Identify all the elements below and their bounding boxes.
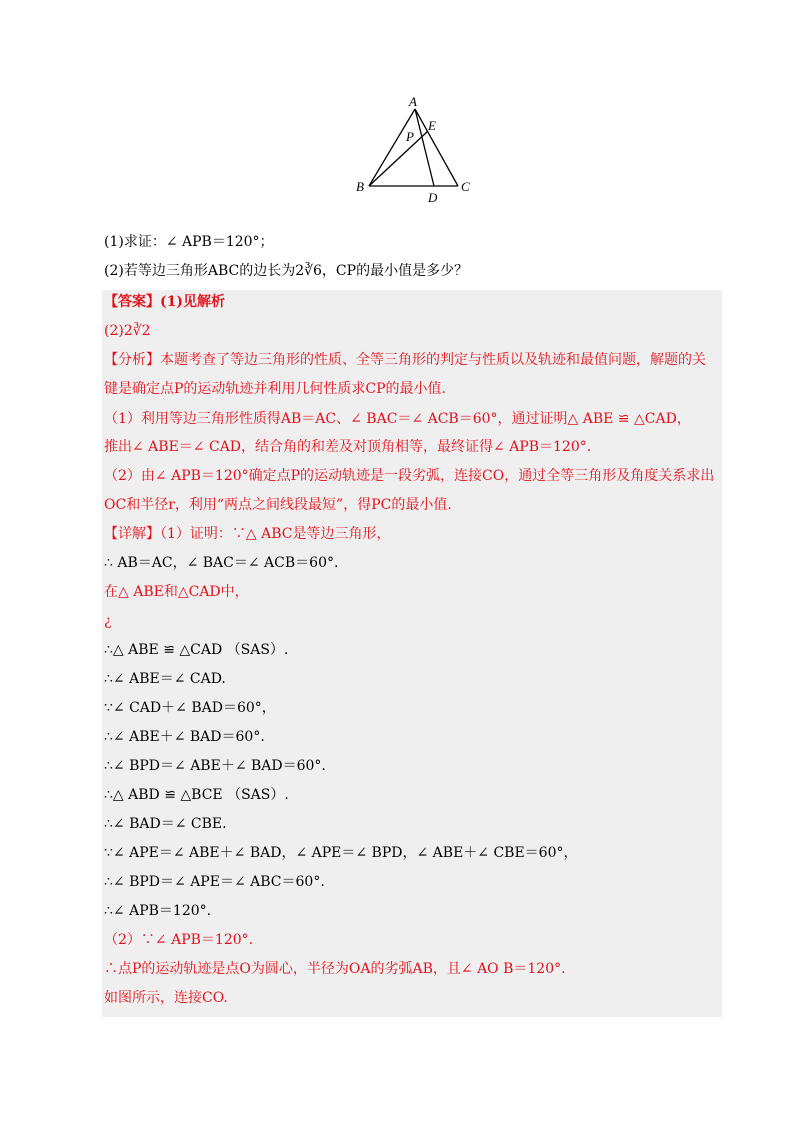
label-c: C	[461, 179, 470, 194]
edge-ac	[415, 109, 458, 186]
answer-line: OC和半径r，利用“两点之间线段最短”，得PC的最小值.	[104, 497, 452, 513]
label-p: P	[406, 129, 414, 144]
answer-line: 【答案】(1)见解析	[104, 294, 225, 310]
answer-line: ∴△ ABE ≌ △CAD （SAS）.	[104, 642, 289, 658]
answer-line: ∴△ ABD ≌ △BCE （SAS）.	[104, 787, 289, 803]
answer-line: ∴点P的运动轨迹是点O为圆心，半径为OA的劣弧AB，且∠ AO B＝120°.	[104, 961, 566, 977]
label-e: E	[428, 118, 436, 133]
answer-line: 如图所示，连接CO.	[104, 990, 228, 1006]
answer-line: ∴ AB＝AC，∠ BAC＝∠ ACB＝60°.	[104, 555, 339, 571]
answer-line: ∵∠ APE＝∠ ABE＋∠ BAD，∠ APE＝∠ BPD，∠ ABE＋∠ CBE＝60°，	[104, 845, 578, 861]
answer-line: ∴∠ ABE＝∠ CAD.	[104, 671, 226, 687]
answer-line: （1）利用等边三角形性质得AB＝AC、∠ BAC＝∠ ACB＝60°，通过证明△ ABE ≌ △CAD，	[104, 411, 691, 427]
answer-line: ∴∠ APB＝120°.	[104, 903, 212, 919]
answer-line: (2)2∛2	[104, 323, 151, 339]
label-b: B	[356, 179, 364, 194]
answer-line: 【分析】本题考查了等边三角形的性质、全等三角形的判定与性质以及轨迹和最值问题，解题的关	[104, 352, 706, 368]
answer-line: 键是确定点P的运动轨迹并利用几何性质求CP的最小值.	[104, 381, 447, 397]
answer-line: ∵∠ CAD＋∠ BAD＝60°，	[104, 700, 276, 716]
answer-line: 推出∠ ABE＝∠ CAD，结合角的和差及对顶角相等，最终证得∠ APB＝120°.	[104, 439, 592, 455]
answer-line: （2）∵∠ APB＝120°.	[104, 932, 254, 948]
label-d: D	[428, 190, 438, 205]
answer-line: ∴∠ ABE＋∠ BAD＝60°.	[104, 729, 265, 745]
answer-line: （2）由∠ APB＝120°确定点P的运动轨迹是一段劣弧，连接CO，通过全等三角形及角度关系求出	[104, 468, 715, 484]
answer-line: ¿	[104, 613, 112, 629]
question-2: (2)若等边三角形ABC的边长为2∛6，CP的最小值是多少？	[104, 263, 469, 279]
answer-line: 【详解】（1）证明：∵△ ABC是等边三角形，	[104, 526, 391, 542]
edge-ab	[369, 109, 415, 186]
triangle-figure	[340, 92, 490, 207]
answer-line: ∴∠ BAD＝∠ CBE.	[104, 816, 227, 832]
label-a: A	[409, 94, 417, 109]
question-1: (1)求证：∠ APB＝120°；	[104, 234, 274, 250]
answer-line: 在△ ABE和△CAD中，	[104, 584, 249, 600]
answer-line: ∴∠ BPD＝∠ ABE＋∠ BAD＝60°.	[104, 758, 326, 774]
segment-be	[369, 131, 428, 186]
answer-line: ∴∠ BPD＝∠ APE＝∠ ABC＝60°.	[104, 874, 325, 890]
